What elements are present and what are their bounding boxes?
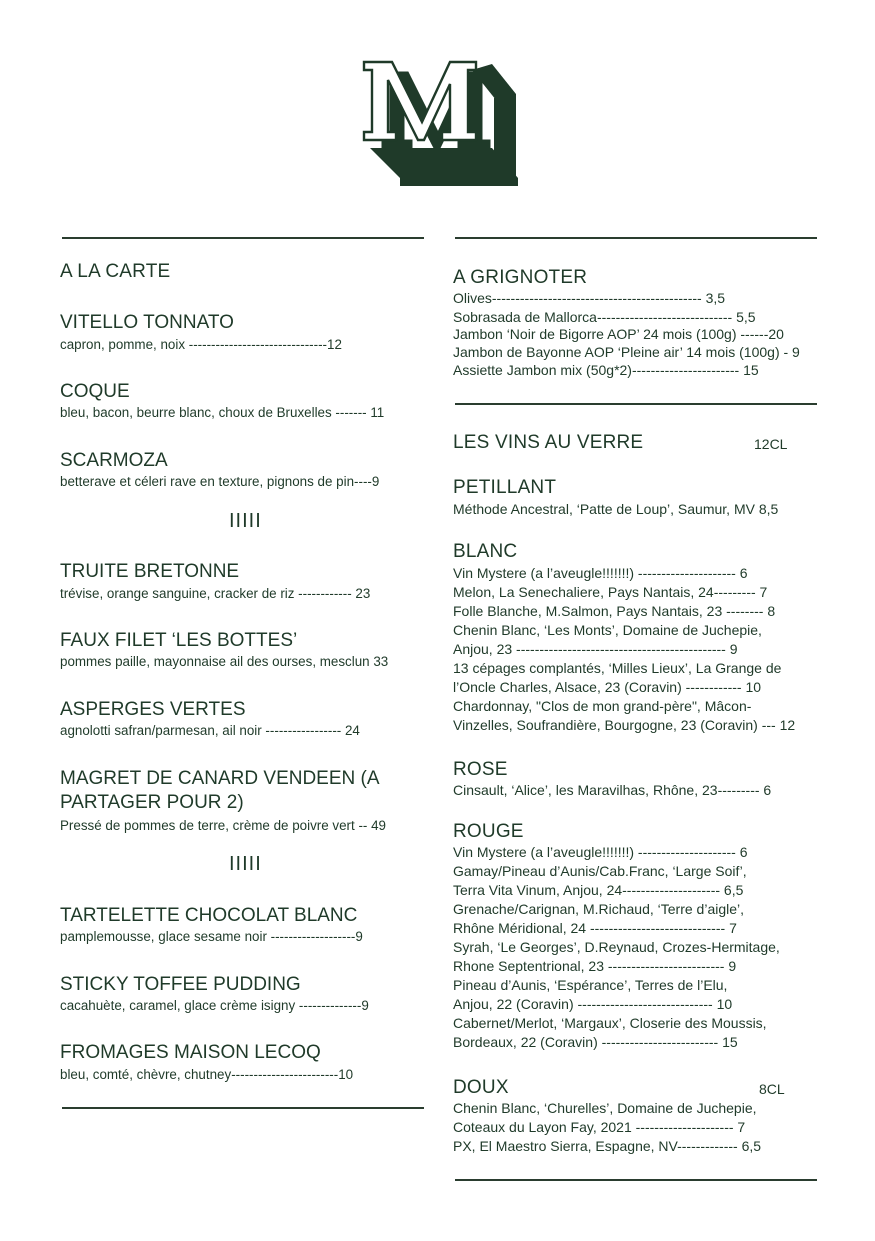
wine-line: Folle Blanche, M.Salmon, Pays Nantais, 23 -------- 8 [453,603,776,619]
section-heading-grignoter: A GRIGNOTER [453,267,588,288]
wine-category-doux: DOUX [453,1077,509,1098]
dish-name: STICKY TOFFEE PUDDING [60,974,301,995]
separator-mark: IIIII [229,853,262,875]
wine-line: Chenin Blanc, ‘Les Monts’, Domaine de Juchepie, [453,622,762,638]
wine-category-petillant: PETILLANT [453,477,557,498]
dish-name: SCARMOZA [60,450,168,471]
wine-line: Cabernet/Merlot, ‘Margaux’, Closerie des Moussis, [453,1015,767,1031]
wine-line: Pineau d’Aunis, ‘Espérance’, Terres de l’Elu, [453,977,728,993]
dish-description: cacahuète, caramel, glace crème isigny --------------9 [60,998,369,1013]
wine-line: Terra Vita Vinum, Anjou, 24--------------------- 6,5 [453,882,744,898]
dish-description: pamplemousse, glace sesame noir -------------------9 [60,929,363,944]
dish-name: TRUITE BRETONNE [60,561,240,582]
wine-line: Bordeaux, 22 (Coravin) ------------------------- 15 [453,1034,738,1050]
divider [62,237,424,239]
wine-line: Chenin Blanc, ‘Churelles’, Domaine de Juchepie, [453,1100,757,1116]
wine-line: Rhone Septentrional, 23 ------------------------- 9 [453,958,737,974]
wine-category-rouge: ROUGE [453,821,524,842]
dish-description: trévise, orange sanguine, cracker de riz ------------ 23 [60,586,371,601]
wine-line: Chardonnay, "Clos de mon grand-père", Mâcon- [453,698,752,714]
wine-line: l’Oncle Charles, Alsace, 23 (Coravin) ------------ 10 [453,679,762,695]
wine-line: Coteaux du Layon Fay, 2021 --------------------- 7 [453,1119,746,1135]
dish-name: FROMAGES MAISON LECOQ [60,1042,321,1063]
dish-description: bleu, bacon, beurre blanc, choux de Bruxelles ------- 11 [60,405,385,420]
menu-line: Assiette Jambon mix (50g*2)----------------------- 15 [453,362,759,378]
dish-description: Pressé de pommes de terre, crème de poivre vert -- 49 [60,818,386,833]
wine-line: Grenache/Carignan, M.Richaud, ‘Terre d’aigle’, [453,901,745,917]
wine-line: Cinsault, ‘Alice’, les Maravilhas, Rhône, 23--------- 6 [453,782,772,798]
wine-line: Rhône Méridional, 24 ----------------------------- 7 [453,920,737,936]
separator-mark: IIIII [229,510,262,532]
wine-line: Gamay/Pineau d’Aunis/Cab.Franc, ‘Large Soif’, [453,863,747,879]
dish-description: betterave et céleri rave en texture, pignons de pin----9 [60,474,380,489]
wine-category-rose: ROSE [453,759,508,780]
dish-name: COQUE [60,381,130,402]
dish-name: VITELLO TONNATO [60,312,234,333]
wine-line: Vinzelles, Soufrandière, Bourgogne, 23 (Coravin) --- 12 [453,717,796,733]
divider [455,1179,817,1181]
dish-name: MAGRET DE CANARD VENDEEN (A PARTAGER POUR 2) [60,768,379,813]
dish-name: FAUX FILET ‘LES BOTTES’ [60,630,298,651]
menu-line: Jambon ‘Noir de Bigorre AOP’ 24 mois (100g) ------20 [453,326,784,342]
wine-line: Anjou, 22 (Coravin) ----------------------------- 10 [453,996,733,1012]
volume-label: 8CL [759,1081,785,1097]
section-heading-a-la-carte: A LA CARTE [60,261,171,282]
dish-description: capron, pomme, noix -------------------------------12 [60,337,342,352]
menu-line: Olives--------------------------------------------- 3,5 [453,290,726,306]
logo-m-icon [360,60,522,190]
divider [62,1107,424,1109]
menu-line: Sobrasada de Mallorca----------------------------- 5,5 [453,309,756,325]
section-heading-vins: LES VINS AU VERRE [453,432,644,453]
volume-label: 12CL [754,436,788,452]
divider [455,403,817,405]
menu-line: Jambon de Bayonne AOP ‘Pleine air’ 14 mois (100g) - 9 [453,344,800,360]
dish-name: TARTELETTE CHOCOLAT BLANC [60,905,358,926]
dish-name: ASPERGES VERTES [60,699,246,720]
wine-line: Melon, La Senechaliere, Pays Nantais, 24--------- 7 [453,584,768,600]
wine-line: Vin Mystere (a l’aveugle!!!!!!!) --------------------- 6 [453,565,748,581]
wine-line: Anjou, 23 --------------------------------------------- 9 [453,641,738,657]
divider [455,237,817,239]
wine-line: Vin Mystere (a l’aveugle!!!!!!!) --------------------- 6 [453,844,748,860]
restaurant-logo [360,60,522,190]
wine-line: 13 cépages complantés, ‘Milles Lieux’, La Grange de [453,660,782,676]
dish-description: agnolotti safran/parmesan, ail noir ----------------- 24 [60,723,360,738]
wine-category-blanc: BLANC [453,541,518,562]
wine-line: PX, El Maestro Sierra, Espagne, NV------------- 6,5 [453,1138,762,1154]
wine-line: Méthode Ancestral, ‘Patte de Loup’, Saumur, MV 8,5 [453,501,779,517]
dish-description: pommes paille, mayonnaise ail des ourses, mesclun 33 [60,654,389,669]
wine-line: Syrah, ‘Le Georges’, D.Reynaud, Crozes-Hermitage, [453,939,780,955]
dish-description: bleu, comté, chèvre, chutney------------------------10 [60,1067,354,1082]
